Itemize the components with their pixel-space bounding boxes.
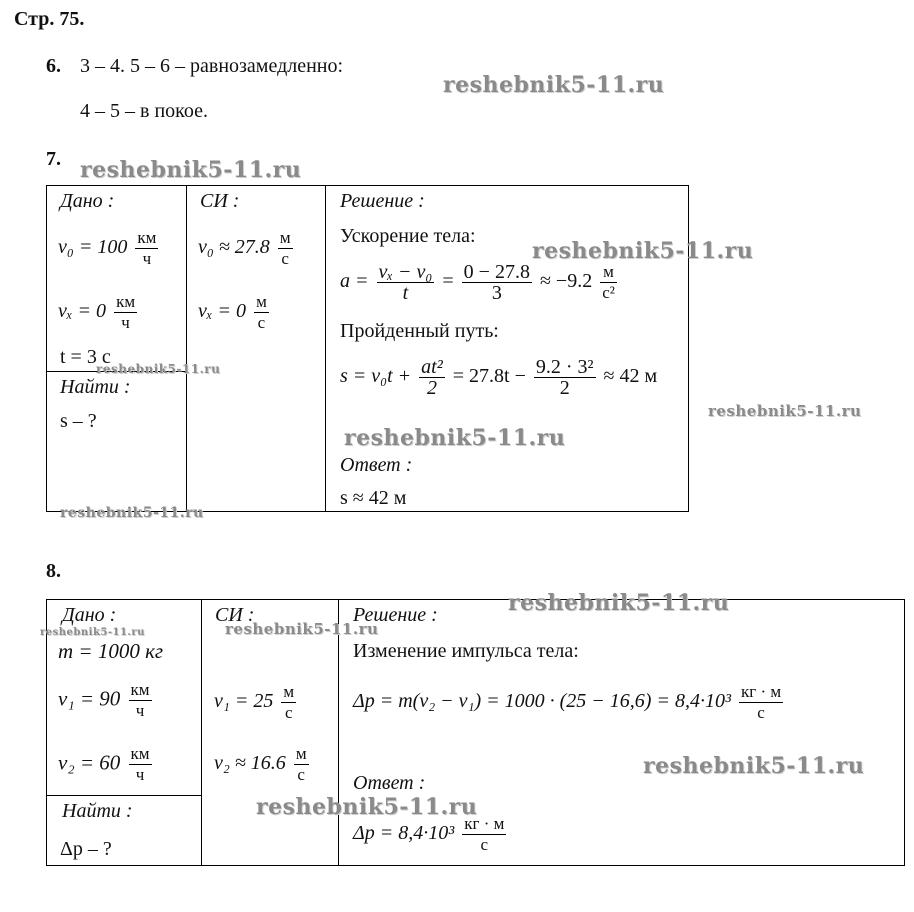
p7-accel-frac-1 xyxy=(377,262,435,303)
p7-path-frac-1 xyxy=(419,357,445,398)
p8-dano-label: Дано : xyxy=(62,604,117,626)
p7-path-mid: = 27.8t − xyxy=(452,365,526,388)
p8-si-v1-text: v₁ = 25 xyxy=(214,690,274,713)
frac-den: 3 xyxy=(491,282,502,304)
watermark: reshebnik5-11.ru xyxy=(532,238,754,264)
frac-den: 2 xyxy=(559,377,570,399)
p7-dano-label: Дано : xyxy=(60,190,115,212)
problem-7-number: 7. xyxy=(46,148,61,170)
p7-si-label: СИ : xyxy=(200,190,240,212)
p7-accel-label: Ускорение тела: xyxy=(340,225,476,247)
p8-si-v2-text: v₂ ≈ 16.6 xyxy=(214,752,286,775)
unit-den: с xyxy=(757,703,765,722)
unit-num: кг · м xyxy=(740,682,782,701)
problem-8-number: 8. xyxy=(46,560,61,582)
watermark: reshebnik5-11.ru xyxy=(643,753,865,779)
problem-7-divider-2 xyxy=(325,185,326,511)
p7-vx-text: vₓ = 0 xyxy=(58,300,107,323)
frac-num: vₓ − v₀ xyxy=(378,261,433,283)
unit-den: с xyxy=(297,765,305,784)
p7-v0-text: v₀ = 100 xyxy=(58,236,128,259)
unit-den: ч xyxy=(142,249,152,268)
p8-v2-unit xyxy=(129,744,152,785)
p7-reshenie-label: Решение : xyxy=(340,190,425,212)
problem-6-line-2: 4 – 5 – в покое. xyxy=(80,100,208,122)
unit-num: м xyxy=(295,744,307,763)
p8-si-v2-unit xyxy=(294,744,309,785)
watermark: reshebnik5-11.ru xyxy=(60,505,204,521)
unit-den: ч xyxy=(121,313,130,332)
p8-answer-label: Ответ : xyxy=(353,772,426,794)
problem-6-line-1: 3 – 4. 5 – 6 – равнозамедленно: xyxy=(80,55,344,77)
p7-accel-result: ≈ −9.2 xyxy=(539,270,593,293)
equals-sign: = xyxy=(442,270,454,293)
problem-8-divider-2 xyxy=(338,599,339,865)
p8-impulse-formula xyxy=(353,682,786,723)
problem-8-divider-1 xyxy=(201,599,202,865)
p7-given-t: t = 3 с xyxy=(60,346,111,368)
p7-path-label: Пройденный путь: xyxy=(340,320,499,342)
p8-answer xyxy=(353,814,509,855)
p8-najti-label: Найти : xyxy=(62,800,133,822)
p8-si-label: СИ : xyxy=(215,604,255,626)
unit-den: с² xyxy=(602,283,615,302)
unit-num: м xyxy=(256,292,267,311)
p8-impulse-label: Изменение импульса тела: xyxy=(353,640,579,662)
unit-num: км xyxy=(130,744,150,763)
p8-given-v2 xyxy=(58,744,155,785)
p8-given-v1 xyxy=(58,680,155,721)
p7-answer: s ≈ 42 м xyxy=(340,487,407,509)
unit-den: с xyxy=(257,313,266,332)
frac-num: at² xyxy=(421,356,443,378)
p7-si-v0-text: v₀ ≈ 27.8 xyxy=(198,236,270,259)
p8-v2-text: v₂ = 60 xyxy=(58,750,121,775)
frac-den: t xyxy=(402,282,409,304)
p7-si-vx xyxy=(198,292,272,333)
p7-accel-unit xyxy=(600,262,617,303)
p7-vx-unit xyxy=(114,292,137,333)
watermark: reshebnik5-11.ru xyxy=(344,425,566,451)
watermark: reshebnik5-11.ru xyxy=(40,627,145,638)
p7-given-vx xyxy=(58,292,140,333)
p7-path-result: ≈ 42 м xyxy=(603,365,658,388)
p8-impulse-text: Δp = m(v₂ − v₁) = 1000 · (25 − 16,6) = 8,4·10³ xyxy=(353,690,731,713)
frac-num: 0 − 27.8 xyxy=(463,261,530,283)
p7-path-s: s = v₀t + xyxy=(340,365,412,388)
unit-num: м xyxy=(279,228,291,247)
watermark: reshebnik5-11.ru xyxy=(96,362,221,376)
p7-given-v0 xyxy=(58,228,161,269)
watermark: reshebnik5-11.ru xyxy=(80,157,302,183)
p7-najti-label: Найти : xyxy=(60,376,131,398)
unit-den: с xyxy=(284,703,293,722)
unit-den: ч xyxy=(135,701,145,720)
watermark: reshebnik5-11.ru xyxy=(443,72,665,98)
p7-si-vx-text: vₓ = 0 xyxy=(198,300,247,323)
unit-den: ч xyxy=(135,765,145,784)
p7-path-formula xyxy=(340,357,657,398)
p7-accel-frac-2 xyxy=(462,262,532,303)
p8-si-v2 xyxy=(214,744,312,785)
p7-path-frac-2 xyxy=(534,357,596,398)
p8-si-v1 xyxy=(214,682,299,723)
problem-7-divider-1 xyxy=(186,185,187,511)
p8-answer-unit xyxy=(462,814,506,855)
p8-v1-unit xyxy=(129,680,152,721)
unit-num: кг · м xyxy=(464,814,505,833)
frac-num: 9.2 · 3² xyxy=(535,356,594,378)
p7-si-v0 xyxy=(198,228,296,269)
p8-v1-text: v₁ = 90 xyxy=(58,686,121,711)
p7-v0-unit xyxy=(135,228,158,269)
p7-answer-label: Ответ : xyxy=(340,454,413,476)
p8-m-text: m = 1000 кг xyxy=(58,639,164,663)
p7-si-v0-unit xyxy=(278,228,293,269)
watermark: reshebnik5-11.ru xyxy=(708,402,862,420)
p7-si-vx-unit xyxy=(254,292,269,333)
unit-num: м xyxy=(283,682,295,701)
frac-den: 2 xyxy=(426,377,437,399)
p8-answer-text: Δp = 8,4·10³ xyxy=(353,822,455,845)
p8-find-dp: Δp – ? xyxy=(60,838,112,860)
unit-num: км xyxy=(130,680,150,699)
unit-den: с xyxy=(480,835,489,854)
p8-given-m xyxy=(58,640,163,662)
p8-si-v1-unit xyxy=(281,682,296,723)
p8-reshenie-label: Решение : xyxy=(353,604,438,626)
watermark: reshebnik5-11.ru xyxy=(225,620,379,638)
p8-impulse-unit xyxy=(739,682,783,723)
problem-6-number: 6. xyxy=(46,55,61,77)
unit-num: м xyxy=(600,262,617,283)
watermark: reshebnik5-11.ru xyxy=(256,794,478,820)
unit-num: км xyxy=(137,228,157,247)
problem-8-divider-h xyxy=(46,795,202,796)
p7-find-s: s – ? xyxy=(60,410,97,432)
unit-den: с xyxy=(281,249,289,268)
watermark: reshebnik5-11.ru xyxy=(508,590,730,616)
p7-accel-formula xyxy=(340,262,620,303)
page-header: Стр. 75. xyxy=(14,8,85,30)
p7-accel-a: a = xyxy=(340,270,369,293)
unit-num: км xyxy=(116,292,136,311)
